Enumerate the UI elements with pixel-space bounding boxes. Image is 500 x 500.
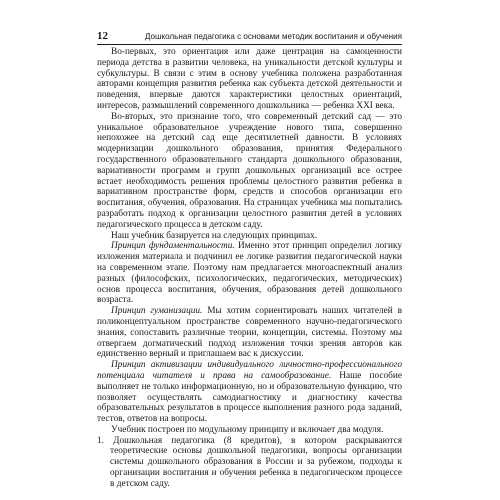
paragraph-fundamentality	[97, 241, 402, 306]
paragraph-principles-intro: Наш учебник базируется на следующих принципах.	[111, 230, 318, 241]
principle-fundamentality-text: Именно этот принцип определил логику изложения материала и подчинил ее логике развития педагогической науки на современном этапе. Поэтому нам предлагается многоаспектный анализ разных (философских, психологических, педагогических, методических) основ процесса воспитания, обучения, образования детей дошкольного возраста.	[97, 241, 403, 306]
paragraph-humanization	[97, 306, 402, 360]
principle-fundamentality-title: Принцип фундаментальности.	[111, 241, 235, 252]
paragraph-modules-intro: Учебник построен по модульному принципу и включает два модуля.	[111, 424, 384, 435]
principle-humanization-title: Принцип гуманизации.	[111, 306, 203, 317]
principle-activation-title: Принцип активизации индивидуального личностно-профессионального потенциала читателя и права на самообразование.	[97, 360, 402, 381]
principle-activation-text: Наше пособие выполняет не только информационную, но и образовательную функцию, что позволяет осуществлять самодиагностику и диагностику качества образовательных результатов в процессе выполнения разного рода заданий, тестов, ответов на вопросы.	[97, 370, 402, 425]
module-list-item: 1. Дошкольная педагогика (8 кредитов), в котором раскрываются теоретические основы дошкольной педагогики, вопросы организации системы дошкольного образования в России и за рубежом, подходы к организации воспитания и обучения ребенка в педагогическом процессе в детском саду.	[97, 435, 402, 489]
running-head	[97, 30, 402, 45]
principle-humanization-text: Мы хотим сориентировать наших читателей в поликонцептуальном пространстве современного научно-педагогического знания, сопоставить различные теории, концепции, системы. Поэтому мы отвергаем догматический подход изложения точки зрения авторов как единственно верный и приглашаем вас к дискуссии.	[97, 306, 402, 360]
page-number: 12	[97, 30, 108, 42]
paragraph-second-principle: Во-вторых, это признание того, что современный детский сад — это уникальное образовательное учреждение нового типа, совершенно непохожее на детский сад еще десятилетней давности. В условиях модернизации дошкольного образования, принятия Федерального государственного образовательного стандарта дошкольного образования, вариативности программ и групп дошкольных организаций все острее встает необходимость решения проблемы целостного развития ребенка в вариативном пространстве форм, средств и способов организации его воспитания, обучения, образования. На страницах учебника мы попытались разработать подход к организации целостного развития детей в условиях педагогического процесса в детском саду.	[97, 111, 402, 230]
paragraph-first-principle: Во-первых, это ориентация или даже центрация на самоценности периода детства в развитии человека, на уникальности детской культуры и субкультуры. В связи с этим в основу учебника положена разработанная авторами концепция развития ребенка как субъекта детской деятельности и поведения, впервые даются характеристики целостных ориентаций, интересов, размышлений современного дошкольника — ребенка XXI века.	[97, 47, 402, 111]
running-title: Дошкольная педагогика с основами методик воспитания и обучения	[144, 32, 402, 41]
body-text	[97, 47, 402, 490]
paragraph-activation	[97, 360, 402, 425]
